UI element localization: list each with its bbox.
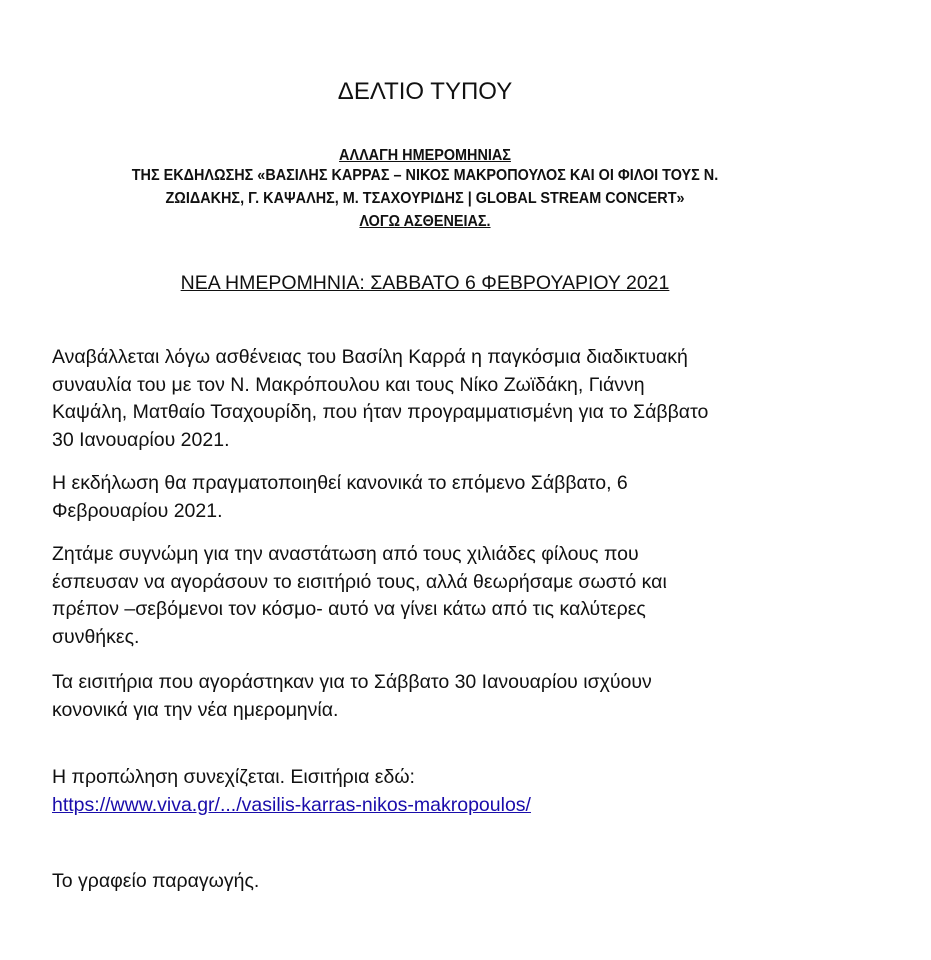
paragraph-apology: [52, 541, 667, 652]
document-title: ΔΕΛΤΙΟ ΤΥΠΟΥ: [337, 78, 513, 105]
subheading-line-2: ΤΗΣ ΕΚΔΗΛΩΣΗΣ «ΒΑΣΙΛΗΣ ΚΑΡΡΑΣ – ΝΙΚΟΣ ΜΑΚΡΟΠΟΥΛΟΣ ΚΑΙ ΟΙ ΦΙΛΟΙ ΤΟΥΣ Ν.: [131, 167, 719, 184]
text-line: Ζητάμε συγνώμη για την αναστάτωση από τους χιλιάδες φίλους που: [52, 543, 639, 565]
text-line: Η εκδήλωση θα πραγματοποιηθεί κανονικά το επόμενο Σάββατο, 6: [52, 472, 628, 494]
presale-text: Η προπώληση συνεχίζεται. Εισιτήρια εδώ:: [52, 766, 415, 788]
text-line: Καψάλη, Ματθαίο Τσαχουρίδη, που ήταν προγραμματισμένη για το Σάββατο: [52, 401, 709, 424]
paragraph-postponement: [52, 344, 708, 455]
text-line: συνθήκες.: [52, 626, 140, 649]
paragraph-new-date: [52, 470, 628, 525]
subheading-line-1: ΑΛΛΑΓΗ ΗΜΕΡΟΜΗΝΙΑΣ: [339, 147, 511, 164]
text-line: Τα εισιτήρια που αγοράστηκαν για το Σάββατο 30 Ιανουαρίου ισχύουν: [52, 671, 652, 693]
tickets-link[interactable]: https://www.viva.gr/.../vasilis-karras-nikos-makropoulos/: [52, 793, 531, 816]
text-line: 30 Ιανουαρίου 2021.: [52, 429, 230, 452]
paragraph-tickets-valid: [52, 669, 652, 724]
text-line: Φεβρουαρίου 2021.: [52, 499, 223, 522]
paragraph-presale: [52, 764, 531, 819]
text-line: Αναβάλλεται λόγω ασθένειας του Βασίλη Καρρά η παγκόσμια διαδικτυακή: [52, 346, 688, 368]
signature: Το γραφείο παραγωγής.: [52, 870, 260, 892]
new-date-heading: ΝΕΑ ΗΜΕΡΟΜΗΝΙΑ: ΣΑΒΒΑΤΟ 6 ΦΕΒΡΟΥΑΡΙΟΥ 2021: [180, 272, 670, 294]
text-line: κονονικά για την νέα ημερομηνία.: [52, 698, 339, 721]
text-line: έσπευσαν να αγοράσουν το εισιτήριό τους, αλλά θεωρήσαμε σωστό και: [52, 570, 667, 593]
text-line: πρέπον –σεβόμενοι τον κόσμο- αυτό να γίνει κάτω από τις καλύτερες: [52, 598, 646, 621]
subheading-line-4: ΛΟΓΩ ΑΣΘΕΝΕΙΑΣ.: [359, 213, 491, 230]
subheading-line-3: ΖΩΙΔΑΚΗΣ, Γ. ΚΑΨΑΛΗΣ, Μ. ΤΣΑΧΟΥΡΙΔΗΣ | GLOBAL STREAM CONCERT»: [165, 190, 685, 207]
text-line: συναυλία του με τον Ν. Μακρόπουλου και τους Νίκο Ζωϊδάκη, Γιάννη: [52, 373, 645, 396]
